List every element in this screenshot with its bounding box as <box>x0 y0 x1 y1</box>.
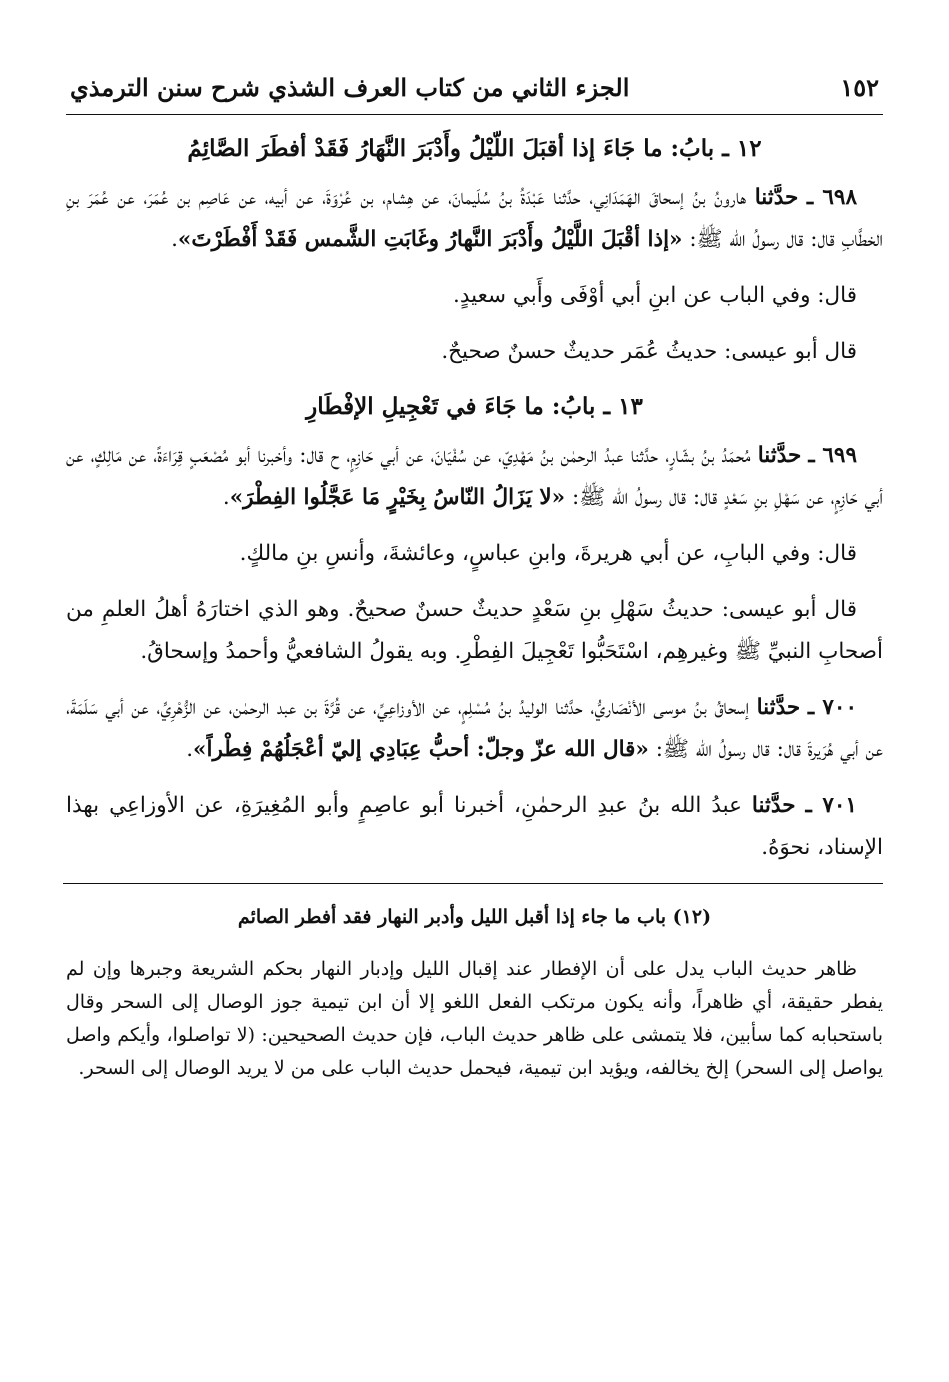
hadith-matn: «إذا أقْبَلَ اللَّيْلُ وأَدْبَرَ النَّهارُ وغَابَتِ الشَّمس فَقَدْ أَفْطَرْتَ» <box>177 227 683 252</box>
hadith-end: . <box>222 485 230 510</box>
hadith-end: . <box>171 227 178 252</box>
hadith-number: ٧٠٠ ـ <box>807 695 857 720</box>
hadith-matn: «لا يَزَالُ النّاسُ بِخَيْرٍ مَا عَجَّلُوا الفِطْرَ» <box>229 485 566 510</box>
hadith-number: ٦٩٨ ـ <box>806 185 858 210</box>
header-divider <box>66 114 883 115</box>
hadith-lead: حدَّثنا <box>756 695 801 720</box>
bab-note: قال: وفي البابِ، عن أبي هريرةَ، وابنِ عباسٍ، وعائشةَ، وأنسِ بنِ مالكٍ. <box>239 541 857 566</box>
hadith-698 <box>66 177 883 261</box>
bab-note: قال: وفي الباب عن ابنِ أبي أوْفَى وأَبي سعيدٍ. <box>453 283 857 308</box>
hadith-chain: هارونُ بنُ إسحاقَ الهَمَدَانِي، حدَّثنا عَبْدَةُ بنُ سُلَيمانَ، عن هِشام، بن عُرْوَةَ، عن أبيه، عن عَاصِم بن عُمَرَ، عن عُمَرَ بنِ الخطَّابِ قال: قال رسولُ الله ﷺ: <box>66 185 883 252</box>
hadith-699 <box>66 435 883 519</box>
footnote-text: ظاهر حديث الباب يدل على أن الإفطار عند إقبال الليل وإدبار النهار بحكم الشريعة وجبرها وإن لم يفطر حقيقة، أي ظاهراً، وأنه يكون مرتكب الفعل اللغو إلا أن ابن تيمية جوز الوصال إلى السحر وقال باستحبابه كما سأبين، فلا يتمشى على ظاهر حديث الباب، فإن حديث الصحيحين: (لا تواصلوا، وأيكم واصل يواصل إلى السحر) إلخ يخالفه، ويؤيد ابن تيمية، فيحمل حديث الباب على من لا يريد الوصال إلى السحر. <box>66 958 883 1079</box>
hukm-note: قال أبو عيسى: حديثُ سَهْلِ بنِ سَعْدٍ حديثٌ حسنٌ صحيحٌ. وهو الذي اختارَهُ أهلُ العلمِ من أصحابِ النبيِّ ﷺ وغيرهِم، اسْتَحَبُّوا تَعْجِيلَ الفِطْرِ. وبه يقولُ الشافعيُّ وأحمدُ وإسحاقُ. <box>66 597 883 664</box>
hadith-lead: حدَّثنا <box>751 793 796 818</box>
hadith-matn: «قال الله عزّ وجلّ: أحبُّ عِبَادِي إليّ أعْجَلُهُمْ فِطْراً» <box>193 737 649 762</box>
hadith-701 <box>66 785 883 869</box>
footnote-title: (١٢) باب ما جاء إذا أقبل الليل وأدبر النهار فقد أفطر الصائم <box>237 906 712 928</box>
hadith-700 <box>66 687 883 771</box>
page-number: ١٥٢ <box>840 73 879 102</box>
hadith-end: . <box>186 737 194 762</box>
hukm-note: قال أبو عيسى: حديثُ عُمَر حديثٌ حسنٌ صحيحٌ. <box>441 339 857 364</box>
hadith-number: ٦٩٩ ـ <box>808 443 857 468</box>
running-title: الجزء الثاني من كتاب العرف الشذي شرح سنن الترمذي <box>70 73 630 102</box>
hadith-number: ٧٠١ ـ <box>805 793 857 818</box>
hadith-lead: حدَّثنا <box>754 185 799 210</box>
footnote-divider <box>63 883 883 884</box>
page-header <box>66 68 883 114</box>
hadith-chain: عبدُ الله بنُ عبدِ الرحمٰنِ، أخبرنا أبو عاصِمٍ وأبو المُغِيرَةِ، عن الأوزاعِي بهذا الإسناد، نحوَهُ. <box>66 793 883 860</box>
hadith-chain: مُحمَدُ بنُ بشّارٍ، حدَّثنا عبدُ الرحمٰن بنُ مَهْدِيّ، عن سُفْيَانَ، عن أبي حَازِمٍ، ح قال: وأخبرنا أبو مُصْعَبٍ قِرَاءَةً، عن مَالِكٍ، عن أبي حَازِمٍ، عن سَهْلِ بنِ سَعْدٍ قال: قال رسولُ الله ﷺ: <box>66 443 883 510</box>
chapter-13-title: ١٣ ـ بابُ: ما جَاءَ في تَعْجِيلِ الإفْطَارِ <box>306 393 643 420</box>
hadith-chain: إسحاقُ بنُ موسى الأنْصَاريُّ، حدَّثنا الوليدُ بنُ مُسْلِمٍ، عن الأوزاعِيِّ، عن قُرَّةَ بن عبد الرحمٰن، عن الزُّهْرِيِّ، عن أبي سَلَمَةَ، عن أبي هُرَيرةَ قال: قال رسولُ الله ﷺ: <box>66 695 883 762</box>
hadith-lead: حدَّثنا <box>757 443 802 468</box>
chapter-12-title: ١٢ ـ بابُ: ما جَاءَ إذا أقبَلَ اللّيْلُ وأَدْبَرَ النَّهَارُ فَقَدْ أفطَرَ الصَّائِمُ <box>187 135 762 162</box>
